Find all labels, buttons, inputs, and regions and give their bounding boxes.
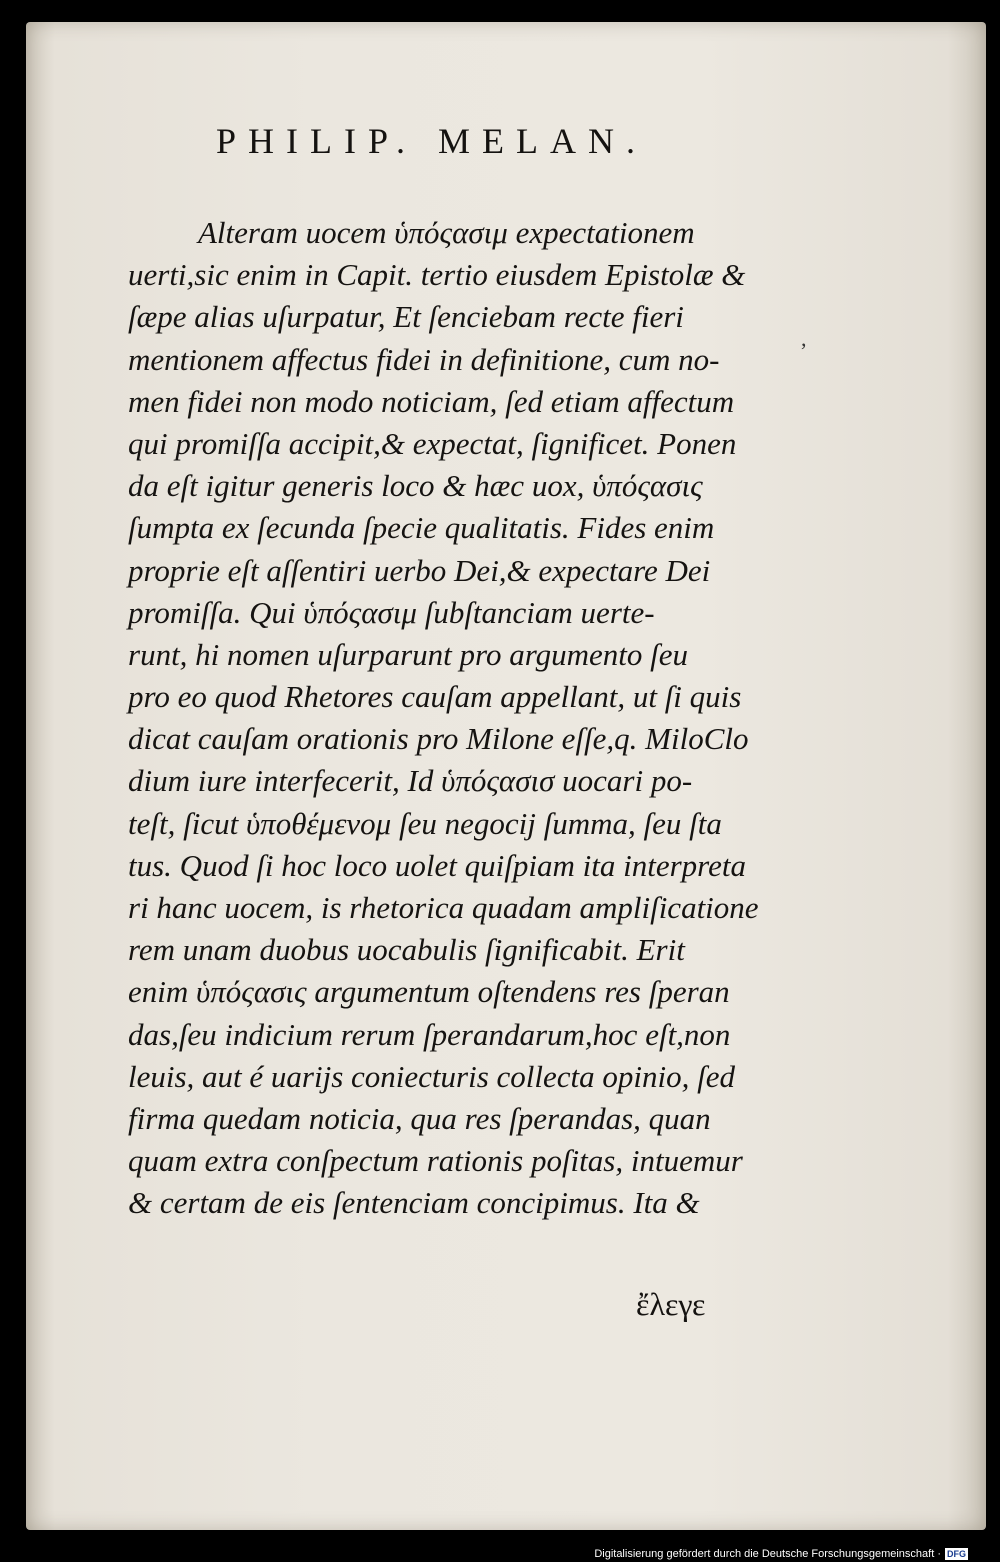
- credit-text: Digitalisierung gefördert durch die Deutsche Forschungsgemeinschaft ·: [594, 1548, 941, 1560]
- text-line: qui promiſſa accipit,& expectat, ſignificet. Ponen: [128, 425, 737, 461]
- text-line: uerti,sic enim in Capit. tertio eiusdem Epistolæ &: [128, 257, 746, 293]
- text-line: ſæpe alias uſurpatur, Et ſenciebam recte fieri: [128, 299, 684, 335]
- text-line: quam extra conſpectum rationis poſitas, intuemur: [128, 1143, 743, 1179]
- text-line: promiſſa. Qui ὑπόςασιμ ſubſtanciam uerte-: [128, 594, 655, 630]
- text-line: mentionem affectus fidei in definitione, cum no-: [128, 341, 720, 377]
- text-line: da eſt igitur generis loco & hæc uox, ὑπόςασις: [128, 468, 703, 504]
- text-line: das,ſeu indicium rerum ſperandarum,hoc eſt,non: [128, 1016, 731, 1052]
- dfg-logo: DFG: [947, 1549, 966, 1559]
- text-line: dicat cauſam orationis pro Milone eſſe,q. MiloClo: [128, 721, 749, 757]
- text-line: ri hanc uocem, is rhetorica quadam ampliſicatione: [128, 890, 759, 925]
- text-line: firma quedam noticia, qua res ſperandas, quan: [128, 1100, 711, 1136]
- text-line: Alteram uocem ὑπόςασιμ expectationem: [198, 215, 695, 250]
- catchword: ἔλεγε: [636, 1286, 706, 1322]
- text-line: enim ὑπόςασις argumentum oſtendens res ſperan: [128, 974, 730, 1010]
- text-line: leuis, aut é uarijs coniecturis collecta opinio, ſed: [128, 1058, 735, 1094]
- text-line: teſt, ſicut ὑποθέμενομ ſeu negocij ſumma, ſeu ſta: [128, 805, 722, 841]
- text-line: ſumpta ex ſecunda ſpecie qualitatis. Fides enim: [128, 510, 715, 546]
- text-line: proprie eſt aſſentiri uerbo Dei,& expectare Dei: [128, 552, 711, 588]
- text-line: pro eo quod Rhetores cauſam appellant, ut ſi quis: [128, 679, 742, 715]
- text-line: dium iure interfecerit, Id ὑπόςασισ uocari po-: [128, 763, 693, 799]
- text-line: men fidei non modo noticiam, ſed etiam affectum: [128, 383, 735, 419]
- text-line: tus. Quod ſi hoc loco uolet quiſpiam ita interpreta: [128, 847, 746, 883]
- margin-mark: ,: [801, 326, 807, 351]
- text-line: rem unam duobus uocabulis ſignificabit. Erit: [128, 932, 685, 968]
- text-line: & certam de eis ſentenciam concipimus. Ita &: [128, 1185, 700, 1221]
- digitization-credit: [594, 1548, 968, 1560]
- running-head: PHILIP. MELAN.: [216, 121, 648, 161]
- text-line: runt, hi nomen uſurparunt pro argumento ſeu: [128, 636, 688, 672]
- book-page: [26, 22, 986, 1530]
- body-text: [128, 212, 798, 1225]
